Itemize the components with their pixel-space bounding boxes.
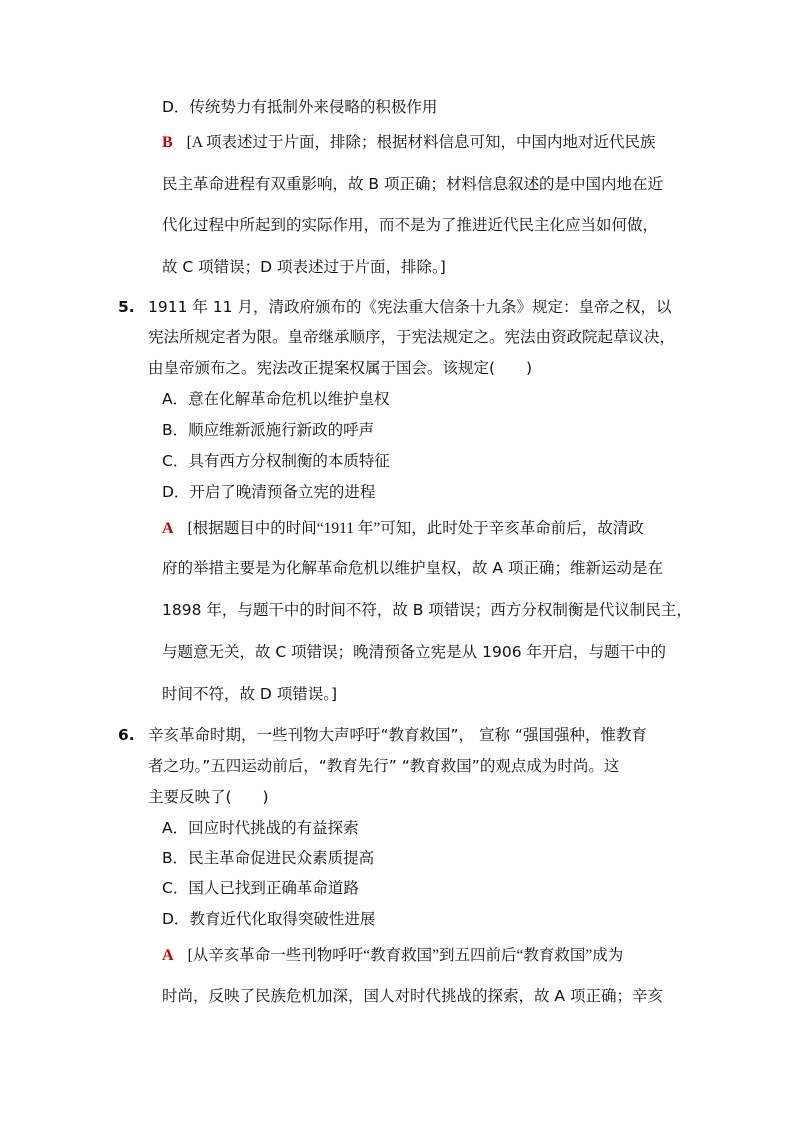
q5-option-b: B．顺应维新派施行新政的呼声 — [162, 421, 375, 439]
q6-explanation-1: [从辛亥革命一些刊物呼吁“教育救国”到五四前后“教育救国”成为 — [187, 947, 624, 964]
q6-option-c: C．国人已找到正确革命道路 — [162, 879, 359, 897]
q5-answer-letter: A — [162, 520, 174, 537]
q5-stem-2: 宪法所规定者为限。皇帝继承顺序，于宪法规定之。宪法由资政院起草议决， — [148, 328, 676, 346]
q4-explanation-3: 代化过程中所起到的实际作用，而不是为了推进近代民主化应当如何做， — [162, 216, 659, 234]
q5-answer-line-1 — [162, 518, 644, 539]
q6-option-a: A．回应时代挑战的有益探索 — [162, 819, 359, 837]
q6-option-b: B．民主革命促进民众素质提高 — [162, 849, 375, 867]
q5-number: 5. — [118, 298, 135, 316]
q6-answer-line-1 — [162, 945, 623, 966]
q6-answer-letter: A — [162, 947, 174, 964]
q5-explanation-4: 与题意无关，故 C 项错误；晚清预备立宪是从 1906 年开启，与题干中的 — [162, 643, 666, 661]
q5-explanation-1: [根据题目中的时间“1911 年”可知，此时处于辛亥革命前后，故清政 — [187, 520, 644, 537]
q4-answer-letter: B — [162, 134, 173, 151]
q6-number: 6. — [118, 726, 135, 744]
q5-explanation-3: 1898 年，与题干中的时间不符，故 B 项错误；西方分权制衡是代议制民主， — [162, 601, 692, 619]
q6-stem-3: 主要反映了( ) — [148, 788, 269, 806]
q6-stem-2: 者之功。”五四运动前后，“教育先行” “教育救国”的观点成为时尚。这 — [148, 757, 620, 775]
q6-explanation-2: 时尚，反映了民族危机加深，国人对时代挑战的探索，故 A 项正确；辛亥 — [162, 987, 663, 1005]
q4-explanation-4: 故 C 项错误；D 项表述过于片面，排除。] — [162, 258, 446, 276]
q4-answer-line-1 — [162, 132, 656, 153]
q5-option-a: A．意在化解革命危机以维护皇权 — [162, 390, 390, 408]
q5-explanation-5: 时间不符，故 D 项错误。] — [162, 685, 338, 703]
q4-explanation-2: 民主革命进程有双重影响，故 B 项正确；材料信息叙述的是中国内地在近 — [162, 175, 663, 193]
q5-option-d: D．开启了晚清预备立宪的进程 — [162, 483, 376, 501]
q6-option-d: D．教育近代化取得突破性进展 — [162, 910, 376, 928]
q5-option-c: C．具有西方分权制衡的本质特征 — [162, 452, 390, 470]
q4-option-d: D．传统势力有抵制外来侵略的积极作用 — [162, 98, 438, 116]
q5-stem-3: 由皇帝颁布之。宪法改正提案权属于国会。该规定( ) — [148, 359, 533, 377]
q6-stem-1: 辛亥革命时期，一些刊物大声呼吁“教育救国”， 宣称 “强国强种，惟教育 — [148, 726, 647, 744]
q5-stem-1: 1911 年 11 月，清政府颁布的《宪法重大信条十九条》规定：皇帝之权，以 — [148, 298, 672, 316]
q5-explanation-2: 府的举措主要是为化解革命危机以维护皇权，故 A 项正确；维新运动是在 — [162, 559, 663, 577]
q4-explanation-1: [A 项表述过于片面，排除；根据材料信息可知，中国内地对近代民族 — [186, 134, 656, 151]
